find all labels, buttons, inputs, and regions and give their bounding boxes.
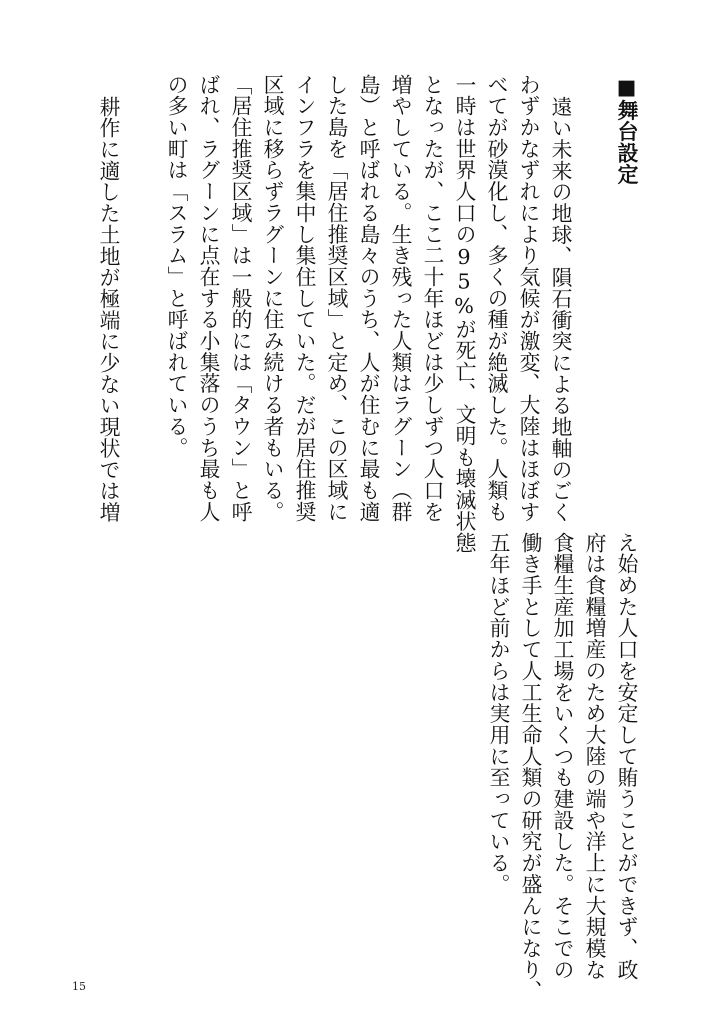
text-line: 一時は世界人口の95%が死亡、文明も壊滅状態 — [452, 74, 476, 554]
text-line: 働き手として人工生命人類の研究が盛んになり、 — [518, 532, 542, 1002]
text-line: わずかなずれにより気候が激変、大陸はほぼす — [516, 74, 540, 523]
text-line: 遠い未来の地球、隕石衝突による地軸のごく — [548, 96, 572, 523]
text-line: した島を「居住推奨区域」と定め、この区域に — [324, 74, 348, 523]
text-line: 耕作に適した土地が極端に少ない現状では増 — [96, 96, 120, 523]
text-line: の多い町は「スラム」と呼ばれている。 — [164, 74, 188, 459]
text-line: 府は食糧増産のため大陸の端や洋上に大規模な — [582, 532, 606, 981]
text-line: え始めた人口を安定して賄うことができず、政 — [614, 532, 638, 981]
text-line: 増やしている。生き残った人類はラグーン（群 — [388, 74, 412, 523]
text-line: 五年ほど前からは実用に至っている。 — [486, 532, 510, 895]
text-line: 区域に移らずラグーンに住み続ける者もいる。 — [260, 74, 284, 523]
text-line: ばれ、ラグーンに点在する小集落のうち最も人 — [196, 74, 220, 523]
section-heading: ■舞台設定 — [614, 74, 639, 185]
text-line: べてが砂漠化し、多くの種が絶滅した。人類も — [484, 74, 508, 523]
text-line: 「居住推奨区域」は一般的には「タウン」と呼 — [228, 74, 252, 523]
text-line: インフラを集中し集住していた。だが居住推奨 — [292, 74, 316, 523]
page-number: 15 — [72, 980, 86, 993]
text-line: 島）と呼ばれる島々のうち、人が住むに最も適 — [356, 74, 380, 523]
text-line: 食糧生産加工場をいくつも建設した。そこでの — [550, 532, 574, 981]
text-line: となったが、ここ二十年ほどは少しずつ人口を — [420, 74, 444, 523]
